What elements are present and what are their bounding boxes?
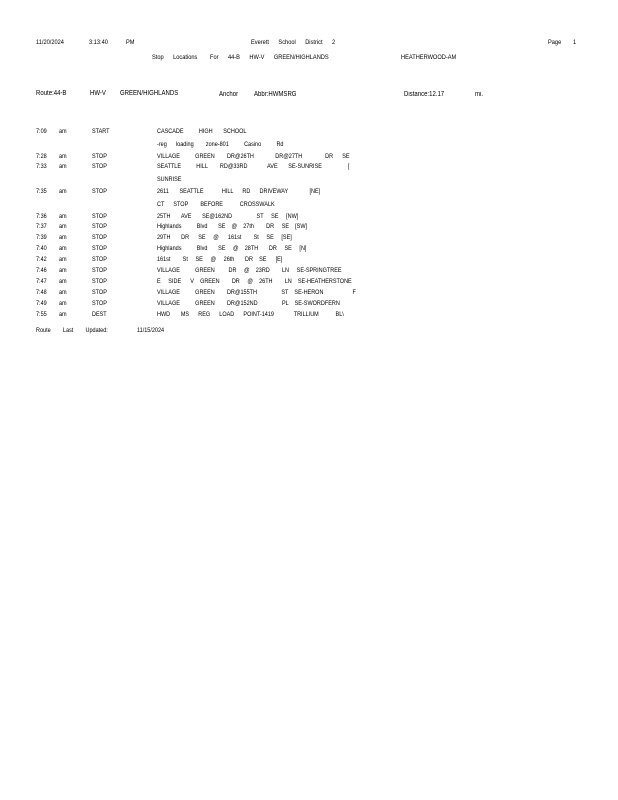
row-type: START	[92, 128, 110, 135]
row-type: STOP	[92, 153, 107, 160]
row-type: STOP	[92, 188, 107, 195]
row-type: STOP	[92, 213, 107, 220]
row-location: CASCADE HIGH SCHOOL	[157, 128, 247, 135]
row-time: 7:35	[36, 188, 47, 195]
row-ampm: am	[59, 188, 67, 195]
route-distance: Distance:12.17	[404, 91, 445, 98]
row-location-cont: -reg loading zone-801 Casino Rd	[157, 141, 284, 148]
row-location: 29TH DR SE @ 161st St SE [SE]	[157, 234, 292, 241]
route-abbr: Abbr:HWMSRG	[254, 91, 297, 98]
row-time: 7:55	[36, 311, 47, 318]
row-location: VILLAGE GREEN DR@26TH DR@27TH DR SE	[157, 153, 350, 160]
row-type: STOP	[92, 163, 107, 170]
report-subtitle: Stop Locations For 44-B HW-V GREEN/HIGHLANDS	[152, 54, 329, 61]
row-time: 7:33	[36, 163, 47, 170]
row-time: 7:47	[36, 278, 47, 285]
row-time: 7:42	[36, 256, 47, 263]
report-time: 3:13:40	[89, 39, 108, 46]
route-code: HW-V	[90, 90, 106, 97]
page-number: 1	[573, 39, 577, 46]
row-ampm: am	[59, 245, 67, 252]
row-time: 7:09	[36, 128, 47, 135]
row-location: VILLAGE GREEN DR@152ND PL SE-SWORDFERN	[157, 300, 340, 307]
report-date: 11/20/2024	[36, 39, 64, 46]
row-time: 7:48	[36, 289, 47, 296]
row-type: STOP	[92, 267, 107, 274]
row-type: STOP	[92, 256, 107, 263]
row-location: VILLAGE GREEN DR @ 23RD LN SE-SPRINGTREE	[157, 267, 342, 274]
row-location: Highlands Blvd SE @ 27th DR SE [SW]	[157, 223, 308, 230]
row-location: VILLAGE GREEN DR@155TH ST SE-HERON F	[157, 289, 356, 296]
route-anchor: Anchor	[219, 91, 239, 98]
row-type: STOP	[92, 245, 107, 252]
footer-last-updated-label: Route Last Updated:	[36, 327, 108, 334]
row-type: STOP	[92, 300, 107, 307]
row-ampm: am	[59, 300, 67, 307]
row-ampm: am	[59, 267, 67, 274]
row-location-cont: CT STOP BEFORE CROSSWALK	[157, 201, 275, 208]
footer-last-updated-date: 11/15/2024	[137, 327, 165, 334]
row-ampm: am	[59, 223, 67, 230]
row-type: STOP	[92, 234, 107, 241]
route-name: GREEN/HIGHLANDS	[120, 90, 179, 97]
row-ampm: am	[59, 311, 67, 318]
row-ampm: am	[59, 289, 67, 296]
row-ampm: am	[59, 213, 67, 220]
row-location: E SIDE V GREEN DR @ 26TH LN SE-HEATHERSTONE	[157, 278, 352, 285]
row-ampm: am	[59, 256, 67, 263]
report-time-ampm: PM	[126, 39, 135, 46]
row-location: 161st St SE @ 26th DR SE [E]	[157, 256, 283, 263]
route-id: Route:44-B	[36, 90, 67, 97]
row-time: 7:28	[36, 153, 47, 160]
row-ampm: am	[59, 128, 67, 135]
row-time: 7:37	[36, 223, 47, 230]
row-type: DEST	[92, 311, 107, 318]
row-time: 7:49	[36, 300, 47, 307]
row-location: SEATTLE HILL RD@33RD AVE SE-SUNRISE [	[157, 163, 350, 170]
row-time: 7:46	[36, 267, 47, 274]
row-time: 7:40	[36, 245, 47, 252]
row-type: STOP	[92, 223, 107, 230]
row-time: 7:36	[36, 213, 47, 220]
row-ampm: am	[59, 278, 67, 285]
run-name: HEATHERWOOD-AM	[401, 54, 457, 61]
report-organization: Everett School District 2	[251, 39, 336, 46]
row-ampm: am	[59, 163, 67, 170]
row-type: STOP	[92, 278, 107, 285]
row-location-cont: SUNRISE	[157, 176, 182, 183]
row-type: STOP	[92, 289, 107, 296]
row-location: Highlands Blvd SE @ 28TH DR SE [N]	[157, 245, 307, 252]
row-ampm: am	[59, 234, 67, 241]
row-location: HWD MS REG LOAD POINT-1419 TRILLIUM BL\	[157, 311, 344, 318]
row-location: 2611 SEATTLE HILL RD DRIVEWAY [NE]	[157, 188, 321, 195]
page-label: Page	[548, 39, 562, 46]
row-location: 25TH AVE SE@162ND ST SE [NW]	[157, 213, 299, 220]
route-distance-unit: mi.	[475, 91, 484, 98]
row-time: 7:39	[36, 234, 47, 241]
row-ampm: am	[59, 153, 67, 160]
